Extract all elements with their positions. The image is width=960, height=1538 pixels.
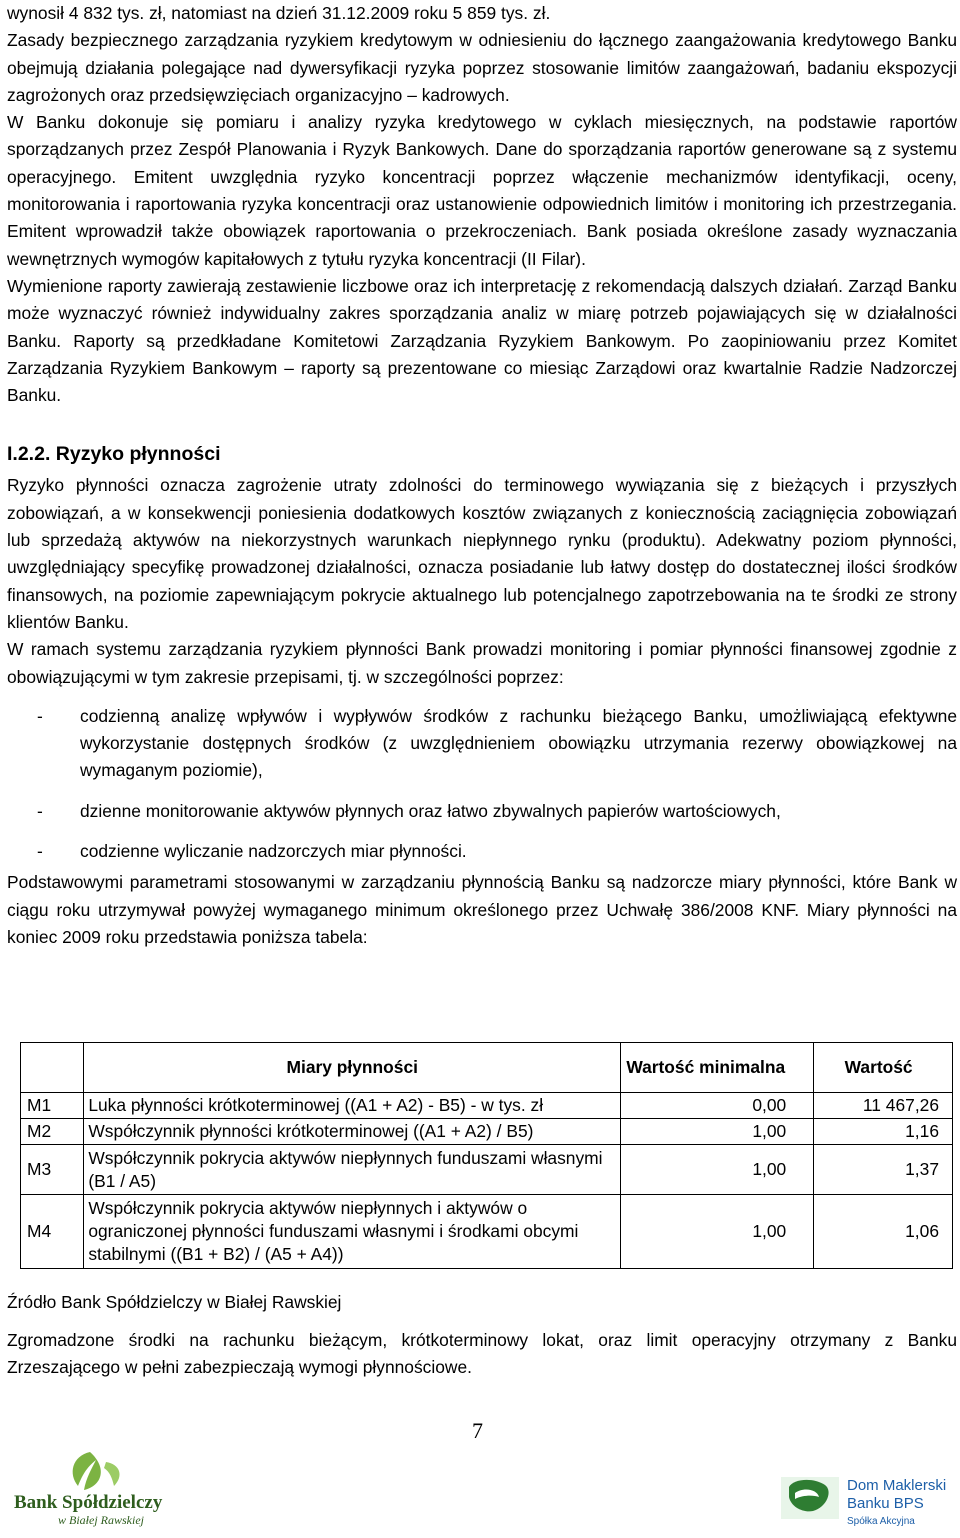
list-dash: - bbox=[37, 705, 43, 726]
row-measure-name: Luka płynności krótkoterminowej ((A1 + A2) - B5) - w tys. zł bbox=[84, 1093, 621, 1119]
paragraph-liquidity-measures: Podstawowymi parametrami stosowanymi w zarządzaniu płynnością Banku są nadzorcze miary płynności, które Bank w ciągu roku utrzymywał powyżej wymaganego minimum określonego przez Uchwałę 386/2008 KNF. Miary płynności na koniec 2009 roku przedstawia poniższa tabela: bbox=[7, 872, 957, 947]
header-code-cell bbox=[21, 1043, 84, 1093]
paragraph-credit-risk-rules: Zasady bezpiecznego zarządzania ryzykiem kredytowym w odniesieniu do łącznego zaangażowania kredytowego Banku obejmują działania polegające nad dywersyfikacji ryzyka poprzez stosowanie limitów zaangażowań, badaniu ekspozycji zagrożonych oraz przedsięwzięciach organizacyjno – kadrowych. bbox=[7, 30, 957, 105]
row-value: 11 467,26 bbox=[814, 1093, 953, 1119]
row-min-value: 1,00 bbox=[621, 1145, 814, 1195]
list-dash: - bbox=[37, 841, 43, 862]
logo-right-line3: Spółka Akcyjna bbox=[847, 1516, 915, 1527]
row-value: 1,16 bbox=[814, 1119, 953, 1145]
logo-right-line2: Banku BPS bbox=[847, 1495, 924, 1512]
header-measure-name: Miary płynności bbox=[84, 1043, 621, 1093]
logo-left-name: Bank Spółdzielczy bbox=[14, 1492, 163, 1513]
leaf-logo-icon bbox=[12, 1446, 187, 1528]
page-number: 7 bbox=[472, 1418, 483, 1443]
table-source-note: Źródło Bank Spółdzielczy w Białej Rawskiej bbox=[7, 1292, 342, 1312]
row-min-value: 1,00 bbox=[621, 1195, 814, 1269]
row-code: M1 bbox=[21, 1093, 84, 1119]
row-measure-name: Współczynnik pokrycia aktywów niepłynnych funduszami własnymi (B1 / A5) bbox=[84, 1145, 621, 1195]
table-row bbox=[21, 1093, 953, 1119]
table-row bbox=[21, 1119, 953, 1145]
list-item bbox=[7, 798, 957, 825]
table-row bbox=[21, 1145, 953, 1195]
paragraph-liquidity-definition: Ryzyko płynności oznacza zagrożenie utraty zdolności do terminowego wywiązania się z bieżących i przyszłych zobowiązań, a w konsekwencji poniesienia dodatkowych kosztów związanych z koniecznością zaciągnięcia zobowiązań lub sprzedażą aktywów na niekorzystnych warunkach niepłynnego rynku (produktu). Adekwatny poziom płynności, uwzględniający specyfikę prowadzonej działalności, oznacza posiadanie lub łatwy dostęp do dostatecznej ilości środków finansowych, na poziomie zapewniającym pokrycie aktualnego lub potencjalnego zapotrzebowania na te środki ze strony klientów Banku. bbox=[7, 475, 957, 632]
section-heading-liquidity-risk: I.2.2. Ryzyko płynności bbox=[7, 443, 221, 466]
monitoring-list bbox=[7, 703, 957, 865]
row-min-value: 0,00 bbox=[621, 1093, 814, 1119]
row-value: 1,37 bbox=[814, 1145, 953, 1195]
list-item-text: codzienne wyliczanie nadzorczych miar płynności. bbox=[80, 841, 467, 862]
table-row bbox=[21, 1195, 953, 1269]
list-dash: - bbox=[37, 800, 43, 821]
list-item bbox=[7, 703, 957, 785]
paragraph-funds-summary: Zgromadzone środki na rachunku bieżącym, krótkoterminowy lokat, oraz limit operacyjny otrzymany z Banku Zrzeszającego w pełni zabezpieczają wymogi płynnościowe. bbox=[7, 1330, 957, 1378]
paragraph-reports: Wymienione raporty zawierają zestawienie liczbowe oraz ich interpretację z rekomendacją dalszych działań. Zarząd Banku może wyznaczyć również indywidualny zakres sporządzania analiz w miarę potrzeb pojawiających się w działalności Banku. Raporty są przedkładane Komitetowi Zarządzania Ryzykiem Bankowym. Po zaopiniowaniu przez Komitet Zarządzania Ryzykiem Bankowym – raporty są prezentowane co miesiąc Zarządowi oraz kwartalnie Radzie Nadzorczej Banku. bbox=[7, 275, 957, 406]
row-measure-name: Współczynnik pokrycia aktywów niepłynnych i aktywów o ograniczonej płynności funduszami własnymi i środkami obcymi stabilnymi ((B1 + B2) / (A5 + A4)) bbox=[84, 1195, 621, 1269]
dm-bps-logo-icon bbox=[773, 1473, 958, 1533]
list-item-text: dzienne monitorowanie aktywów płynnych oraz łatwo zbywalnych papierów wartościowych, bbox=[80, 800, 781, 821]
paragraph-credit-risk-measurement: W Banku dokonuje się pomiaru i analizy ryzyka kredytowego w cyklach miesięcznych, na podstawie raportów sporządzanych przez Zespół Planowania i Ryzyk Bankowych. Dane do sporządzania raportów generowane są z systemu operacyjnego. Emitent uwzględnia ryzyko koncentracji poprzez włączenie mechanizmów identyfikacji, oceny, monitorowania i raportowania ryzyka koncentracji oraz ustanowienie odpowiednich limitów i monitoring ich przestrzegania. Emitent wprowadził także obowiązek raportowania o przekroczeniach. Bank posiada określone zasady wyznaczania wewnętrznych wymogów kapitałowych z tytułu ryzyka koncentracji (II Filar). bbox=[7, 112, 957, 269]
dom-maklerski-logo bbox=[773, 1473, 958, 1533]
liquidity-measures-table bbox=[20, 1042, 953, 1269]
row-code: M2 bbox=[21, 1119, 84, 1145]
bank-spoldzielczy-logo bbox=[12, 1446, 187, 1528]
header-value: Wartość bbox=[814, 1043, 953, 1093]
logo-left-location: w Białej Rawskiej bbox=[58, 1513, 144, 1527]
table-header-row bbox=[21, 1043, 953, 1093]
logo-right-line1: Dom Maklerski bbox=[847, 1477, 947, 1494]
paragraph-intro: wynosił 4 832 tys. zł, natomiast na dzień 31.12.2009 roku 5 859 tys. zł. bbox=[7, 3, 551, 23]
document-page bbox=[7, 0, 957, 951]
row-min-value: 1,00 bbox=[621, 1119, 814, 1145]
header-min-value: Wartość minimalna bbox=[621, 1043, 814, 1093]
paragraph-liquidity-monitoring: W ramach systemu zarządzania ryzykiem płynności Bank prowadzi monitoring i pomiar płynności finansowej zgodnie z obowiązującymi w tym zakresie przepisami, tj. w szczególności poprzez: bbox=[7, 639, 957, 687]
list-item bbox=[7, 838, 957, 865]
list-item-text: codzienną analizę wpływów i wypływów środków z rachunku bieżącego Banku, umożliwiającą efektywne wykorzystanie dostępnych środków (z uwzględnieniem obowiązku utrzymania rezerwy obowiązkowej na wymaganym poziomie), bbox=[80, 705, 957, 781]
row-code: M4 bbox=[21, 1195, 84, 1269]
row-value: 1,06 bbox=[814, 1195, 953, 1269]
row-measure-name: Współczynnik płynności krótkoterminowej ((A1 + A2) / B5) bbox=[84, 1119, 621, 1145]
row-code: M3 bbox=[21, 1145, 84, 1195]
